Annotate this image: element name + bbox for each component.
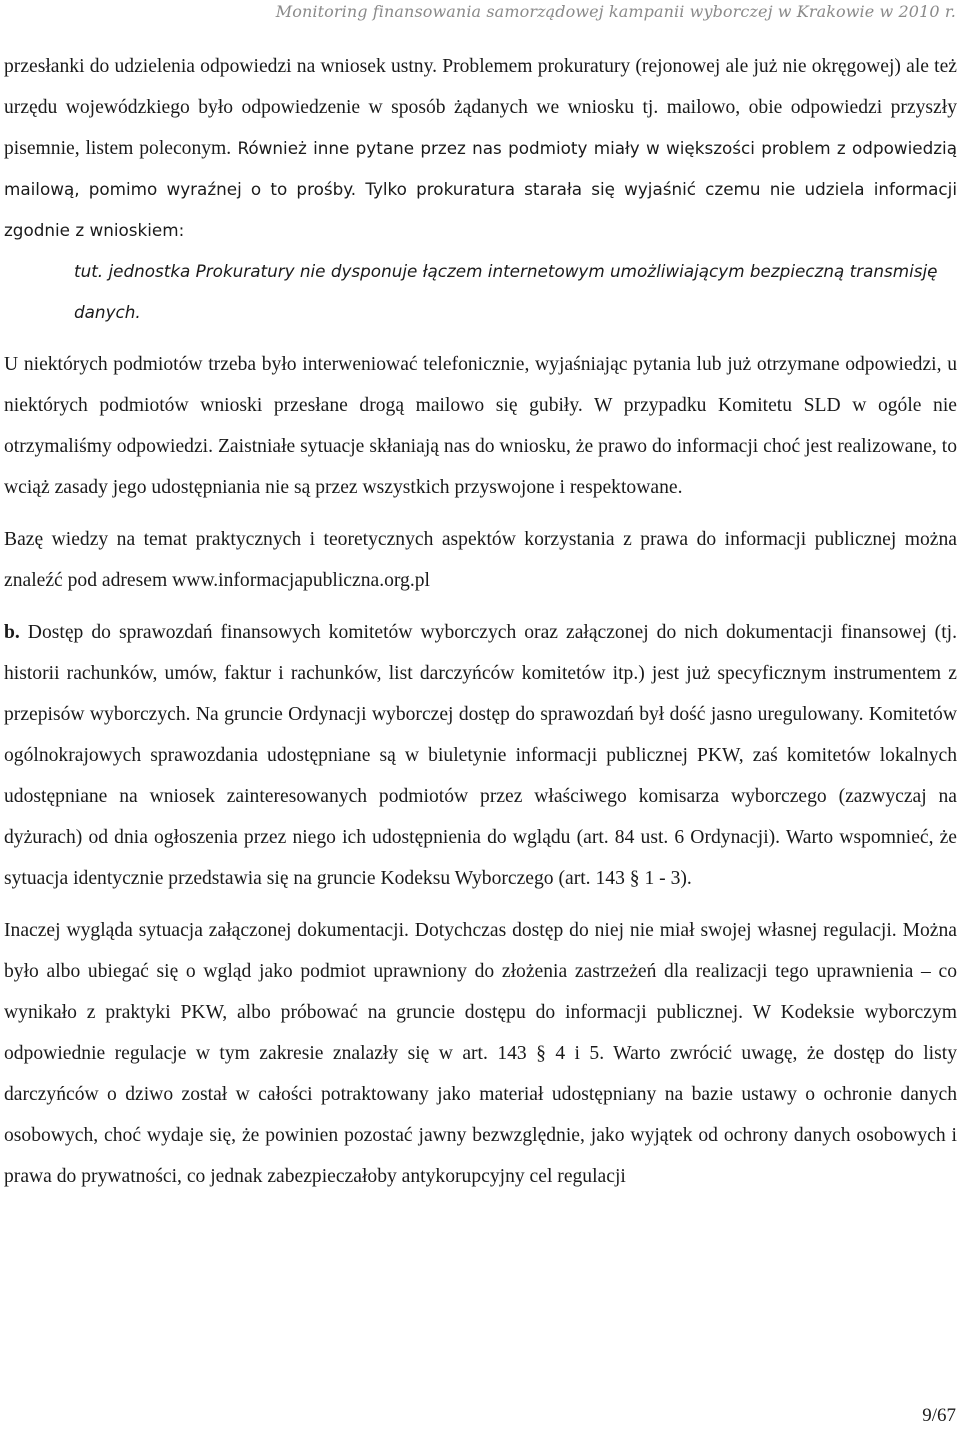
- paragraph-knowledge-base: Bazę wiedzy na temat praktycznych i teoretycznych aspektów korzystania z prawa do informacji publicznej można znaleźć pod adresem www.informacjapubliczna.org.pl: [4, 529, 957, 591]
- paragraph-responses-part2: Również inne pytane przez nas podmioty miały w większości problem z odpowiedzią mailową, pomimo wyraźnej o to prośby. Tylko prokuratura starała się wyjaśnić czemu nie udziela informacji zgodnie z wnioskiem:: [4, 138, 957, 240]
- running-header: Monitoring finansowania samorządowej kampanii wyborczej w Krakowie w 2010 r.: [275, 2, 956, 21]
- paragraph-attached-documentation: Inaczej wygląda sytuacja załączonej dokumentacji. Dotychczas dostęp do niej nie miał swojej własnej regulacji. Można było albo ubiegać się o wgląd jako podmiot uprawniony do złożenia zastrzeżeń dla realizacji tego uprawnienia – co wynikało z praktyki PKW, albo próbować na gruncie dostępu do informacji publicznej. W Kodeksie wyborczym odpowiednie regulacje w tym zakresie znalazły się w art. 143 § 4 i 5. Warto zwrócić uwagę, że dostęp do listy darczyńców o dziwo został w całości potraktowany jako materiał udostępniany na bazie ustawy o ochronie danych osobowych, choć wydaje się, że powinien pozostać jawny bezwzględnie, jako wyjątek od ochrony danych osobowych i prawa do prywatności, co jednak zabezpieczałoby antykorupcyjny cel regulacji: [4, 920, 957, 1187]
- paragraph-interventions: U niektórych podmiotów trzeba było interweniować telefonicznie, wyjaśniając pytania lub już otrzymane odpowiedzi, u niektórych podmiotów wnioski przesłane drogą mailowo się gubiły. W przypadku Komitetu SLD w ogóle nie otrzymaliśmy odpowiedzi. Zaistniałe sytuacje skłaniają nas do wniosku, że prawo do informacji choć jest realizowane, to wciąż zasady jego udostępniania nie są przez wszystkich przyswojone i respektowane.: [4, 354, 957, 498]
- paragraph-responses-part1: przesłanki do udzielenia odpowiedzi na wniosek ustny. Problemem prokuratury (rejonowej ale już nie okręgowej) ale też urzędu wojewódzkiego było odpowiedzenie w sposób żądanych we wniosku tj. mailowo, obie odpowiedzi przyszły pisemnie, listem poleconym.: [4, 56, 957, 159]
- quoted-prosecutor-response: tut. jednostka Prokuratury nie dysponuje łączem internetowym umożliwiającym bezpieczną transmisję danych.: [74, 261, 938, 322]
- paragraph-responses: [4, 46, 957, 251]
- page-number: 9/67: [922, 1405, 956, 1426]
- section-marker: b.: [4, 622, 20, 643]
- paragraph-financial-reports: [4, 612, 957, 899]
- paragraph-financial-reports-text: Dostęp do sprawozdań finansowych komitetów wyborczych oraz załączonej do nich dokumentacji finansowej (tj. historii rachunków, umów, faktur i rachunków, list darczyńców komitetów itp.) jest już specyficznym instrumentem z przepisów wyborczych. Na gruncie Ordynacji wyborczej dostęp do sprawozdań był dość jasno uregulowany. Komitetów ogólnokrajowych sprawozdania udostępniane są w biuletynie informacji publicznej PKW, zaś komitetów lokalnych udostępniane na wniosek zainteresowanych podmiotów przez właściwego komisarza wyborczego (zazwyczaj na dyżurach) od dnia ogłoszenia przez niego ich udostępnienia do wglądu (art. 84 ust. 6 Ordynacji). Warto wspomnieć, że sytuacja identycznie przedstawia się na gruncie Kodeksu Wyborczego (art. 143 § 1 - 3).: [4, 622, 957, 889]
- document-body: [4, 46, 957, 1197]
